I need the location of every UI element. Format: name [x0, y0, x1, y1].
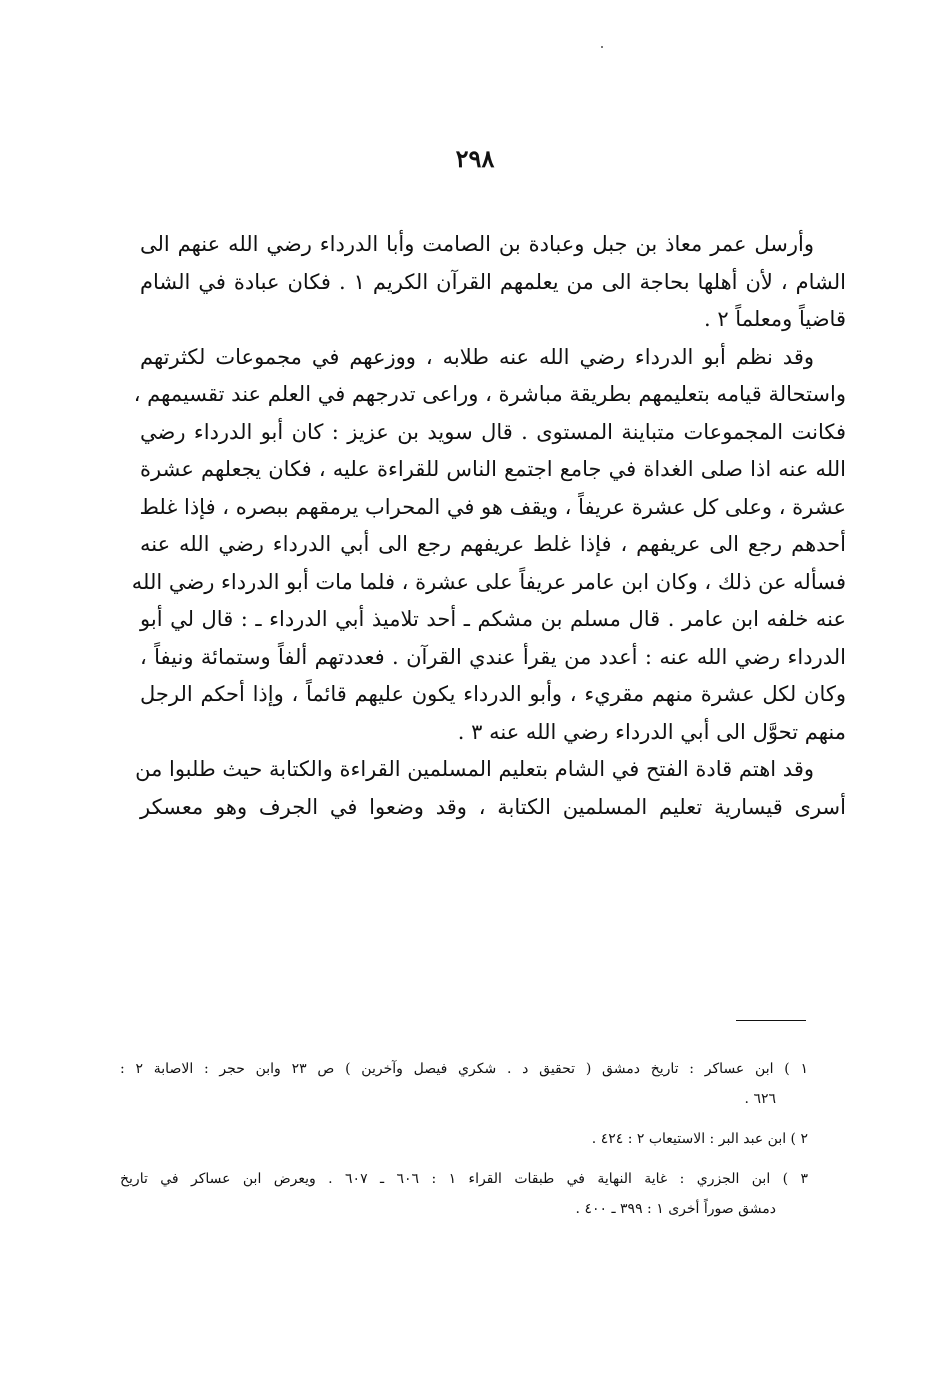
text-line: وكان لكل عشرة منهم مقريء ، وأبو الدرداء يكون عليهم قائماً ، وإذا أحكم الرجل — [140, 682, 846, 706]
text-line: أسرى قيسارية تعليم المسلمين الكتابة ، وقد وضعوا في الجرف وهو معسكر — [140, 794, 846, 819]
text-line: وقد اهتم قادة الفتح في الشام بتعليم المسلمين القراءة والكتابة حيث طلبوا من — [135, 757, 814, 781]
paragraph-2 — [131, 339, 846, 752]
footnote-line: ٣ ) ابن الجزري : غاية النهاية في طبقات القراء ١ : ٦٠٦ ـ ٦٠٧ . ويعرض ابن عساكر في تاريخ — [120, 1171, 808, 1187]
text-line: منهم تحوَّل الى أبي الدرداء رضي الله عنه ٣ . — [457, 719, 846, 744]
text-line: واستحالة قيامه بتعليمهم بطريقة مباشرة ، وراعى تدرجهم في العلم عند تقسيمهم ، — [133, 382, 846, 406]
text-line: فسأله عن ذلك ، وكان ابن عامر عريفاً على عشرة ، فلما مات أبو الدرداء رضي الله — [131, 569, 846, 594]
text-line: وقد نظم أبو الدرداء رضي الله عنه طلابه ، ووزعهم في مجموعات لكثرتهم — [140, 344, 814, 369]
footnote-1 — [120, 1054, 808, 1114]
scan-speck — [601, 46, 603, 48]
footnote-2 — [120, 1124, 808, 1154]
text-line: عنه خلفه ابن عامر . قال مسلم بن مشكم ـ أحد تلاميذ أبي الدرداء ـ : قال لي أبو — [140, 607, 846, 631]
text-line: الله عنه اذا صلى الغداة في جامع اجتمع الناس للقراءة عليه ، فكان يجعلهم عشرة — [140, 457, 846, 481]
page-number: ٢٩٨ — [455, 144, 495, 173]
paragraph-3 — [135, 751, 846, 826]
footnote-line: ٦٢٦ . — [744, 1091, 776, 1107]
text-line: الشام ، لأن أهلها بحاجة الى من يعلمهم القرآن الكريم ١ . فكان عبادة في الشام — [140, 269, 847, 294]
footnote-line: ١ ) ابن عساكر : تاريخ دمشق ( تحقيق د . شكري فيصل وآخرين ) ص ٢٣ وابن حجر : الاصابة ٢ : — [120, 1061, 808, 1077]
text-line: عشرة ، وعلى كل عشرة عريفاً ، ويقف هو في المحراب يرمقهم ببصره ، فإذا غلط — [139, 494, 846, 519]
footnote-3 — [120, 1164, 808, 1224]
text-line: قاضياً ومعلماً ٢ . — [703, 307, 846, 331]
body-text — [131, 226, 847, 826]
footnote-line: دمشق صوراً أخرى ١ : ٣٩٩ ـ ٤٠٠ . — [575, 1201, 776, 1217]
text-line: الدرداء رضي الله عنه : أعدد من يقرأ عندي القرآن . فعددتهم ألفاً وستمائة ونيفاً ، — [140, 644, 846, 669]
footnotes — [120, 1054, 808, 1224]
footnote-separator — [736, 1020, 806, 1021]
paragraph-1 — [140, 226, 846, 339]
text-line: فكانت المجموعات متباينة المستوى . قال سويد بن عزيز : كان أبو الدرداء رضي — [140, 419, 846, 444]
footnote-line: ٢ ) ابن عبد البر : الاستيعاب ٢ : ٤٢٤ . — [591, 1131, 808, 1147]
text-line: وأرسل عمر معاذ بن جبل وعبادة بن الصامت وأبا الدرداء رضي الله عنهم الى — [140, 232, 814, 256]
text-line: أحدهم رجع الى عريفهم ، فإذا غلط عريفهم رجع الى أبي الدرداء رضي الله عنه — [140, 532, 846, 556]
